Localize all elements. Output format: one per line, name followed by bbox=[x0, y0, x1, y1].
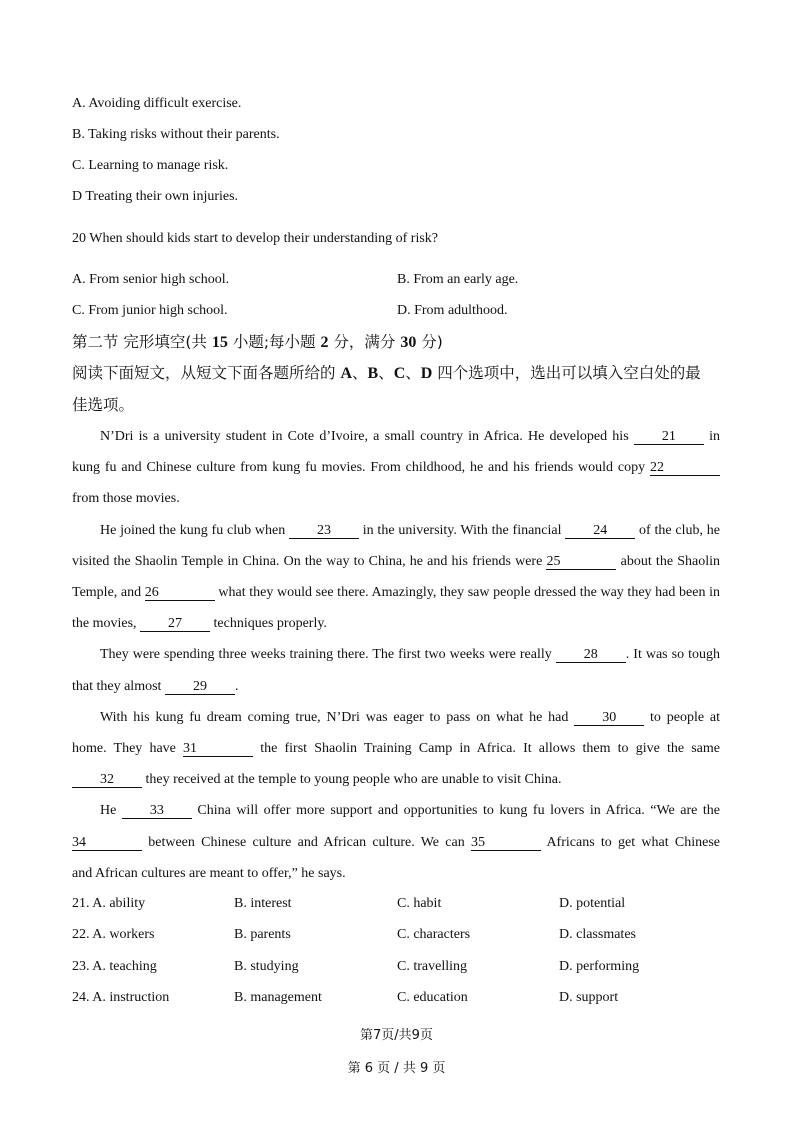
passage-text: to people at bbox=[644, 710, 721, 725]
section-title-text: 分，满分 bbox=[328, 333, 401, 351]
q19-option-c: C. Learning to manage risk. bbox=[72, 158, 229, 173]
instr-text: 、 bbox=[378, 364, 394, 382]
passage-text: . bbox=[234, 679, 239, 694]
q20-option-a: A. From senior high school. bbox=[72, 272, 230, 287]
passage-line bbox=[72, 428, 720, 446]
passage-line bbox=[72, 740, 720, 758]
q19-option-d: D Treating their own injuries. bbox=[72, 189, 239, 204]
passage-line bbox=[72, 646, 720, 664]
passage-line bbox=[72, 865, 346, 883]
answer-option: D. performing bbox=[559, 958, 640, 974]
passage-text: With his kung fu dream coming true, N’Dri was eager to pass on what he had bbox=[100, 710, 575, 725]
passage-line bbox=[72, 553, 720, 571]
instr-text: 阅读下面短文，从短文下面各题所给的 bbox=[72, 364, 341, 382]
section-instructions bbox=[72, 364, 701, 383]
q20-question: 20 When should kids start to develop their understanding of risk? bbox=[72, 231, 439, 246]
passage-text: He joined the kung fu club when bbox=[100, 523, 289, 538]
answer-option: B. studying bbox=[234, 958, 299, 974]
passage-text: . It was so tough bbox=[625, 647, 720, 662]
passage-text: between Chinese culture and African culture. We can bbox=[142, 835, 471, 850]
passage-text: Africans to get what Chinese bbox=[540, 835, 720, 850]
blank-35: 35 bbox=[471, 835, 541, 851]
section-title bbox=[72, 333, 443, 352]
instr-text: C bbox=[393, 365, 406, 382]
section-title-text: 小题;每小题 bbox=[227, 333, 321, 351]
passage-text: kung fu and Chinese culture from kung fu movies. From childhood, he and his friends would copy bbox=[72, 460, 650, 475]
q20-option-d: D. From adulthood. bbox=[397, 303, 508, 318]
q19-option-b: B. Taking risks without their parents. bbox=[72, 127, 280, 142]
section-title-text: 30 bbox=[400, 334, 417, 351]
section-title-text: 分) bbox=[416, 333, 443, 351]
answer-option: B. parents bbox=[234, 927, 291, 943]
passage-text: home. They have bbox=[72, 741, 184, 756]
passage-line bbox=[72, 490, 180, 508]
passage-line bbox=[72, 584, 720, 602]
answer-option: 24. A. instruction bbox=[72, 989, 170, 1005]
instr-text: 、 bbox=[405, 364, 421, 382]
section-title-text: 第二节 完形填空(共 bbox=[72, 333, 212, 351]
inner-page-number: 第7页/共9页 bbox=[360, 1028, 433, 1043]
passage-text: in bbox=[703, 429, 721, 444]
blank-34: 34 bbox=[72, 835, 142, 851]
passage-line bbox=[72, 522, 720, 540]
blank-29: 29 bbox=[165, 679, 235, 695]
answer-option: 22. A. workers bbox=[72, 927, 155, 943]
answer-option: C. habit bbox=[397, 896, 442, 911]
passage-text: they received at the temple to young people who are unable to visit China. bbox=[142, 772, 562, 787]
passage-text: in the university. With the financial bbox=[358, 523, 566, 538]
instr-text: A bbox=[340, 365, 352, 382]
section-title-text: 2 bbox=[320, 334, 329, 351]
blank-26: 26 bbox=[145, 585, 215, 601]
answer-option: B. management bbox=[234, 989, 322, 1005]
passage-text: and African cultures are meant to offer,” he says. bbox=[72, 866, 346, 881]
blank-21: 21 bbox=[634, 429, 704, 445]
instr-text: 四个选项中，选出可以填入空白处的最 bbox=[432, 364, 701, 382]
blank-32: 32 bbox=[72, 772, 142, 788]
blank-27: 27 bbox=[140, 616, 210, 632]
answer-option: C. travelling bbox=[397, 958, 467, 974]
blank-24: 24 bbox=[565, 523, 635, 539]
blank-23: 23 bbox=[289, 523, 359, 539]
blank-30: 30 bbox=[574, 710, 644, 726]
answer-option: 21. A. ability bbox=[72, 896, 146, 911]
passage-text: visited the Shaolin Temple in China. On the way to China, he and his friends were bbox=[72, 554, 547, 569]
passage-text: China will offer more support and opportunities to kung fu lovers in Africa. “We are the bbox=[191, 803, 720, 818]
passage-text: Temple, and bbox=[72, 585, 145, 600]
answer-option: B. interest bbox=[234, 896, 292, 911]
q20-option-b: B. From an early age. bbox=[397, 272, 519, 287]
passage-line bbox=[72, 802, 720, 820]
instr-text: 、 bbox=[352, 364, 368, 382]
instr-text: B bbox=[367, 365, 379, 382]
blank-25: 25 bbox=[546, 554, 616, 570]
page-footer: 第 6 页 / 共 9 页 bbox=[347, 1061, 446, 1076]
passage-line bbox=[72, 771, 562, 789]
passage-line bbox=[72, 615, 327, 633]
passage-text: the first Shaolin Training Camp in Africa. It allows them to give the same bbox=[253, 741, 721, 756]
answer-option: D. potential bbox=[559, 896, 626, 911]
passage-text: N’Dri is a university student in Cote d’Ivoire, a small country in Africa. He developed his bbox=[100, 429, 634, 444]
passage-text: that they almost bbox=[72, 679, 165, 694]
passage-text: what they would see there. Amazingly, they saw people dressed the way they had been in bbox=[214, 585, 720, 600]
q20-option-c: C. From junior high school. bbox=[72, 303, 228, 318]
passage-text: from those movies. bbox=[72, 491, 180, 506]
passage-text: the movies, bbox=[72, 616, 141, 631]
answer-option: 23. A. teaching bbox=[72, 958, 157, 974]
q19-option-a: A. Avoiding difficult exercise. bbox=[72, 96, 242, 111]
section-instructions-line2: 佳选项。 bbox=[72, 396, 135, 414]
passage-text: of the club, he bbox=[635, 523, 720, 538]
instr-text: D bbox=[420, 365, 433, 382]
blank-31: 31 bbox=[183, 741, 253, 757]
blank-28: 28 bbox=[556, 647, 626, 663]
passage-text: They were spending three weeks training there. The first two weeks were really bbox=[100, 647, 556, 662]
passage-text: He bbox=[100, 803, 122, 818]
passage-text: about the Shaolin bbox=[616, 554, 720, 569]
answer-option: C. characters bbox=[397, 927, 471, 943]
answer-option: D. classmates bbox=[559, 927, 636, 943]
passage-line bbox=[72, 834, 720, 852]
passage-line bbox=[72, 459, 720, 477]
answer-option: C. education bbox=[397, 989, 468, 1005]
passage-text: techniques properly. bbox=[210, 616, 327, 631]
passage-line bbox=[72, 709, 720, 727]
section-title-text: 15 bbox=[211, 334, 228, 351]
blank-33: 33 bbox=[122, 803, 192, 819]
passage-line bbox=[72, 678, 238, 696]
blank-22: 22 bbox=[650, 460, 720, 476]
answer-option: D. support bbox=[559, 989, 619, 1005]
